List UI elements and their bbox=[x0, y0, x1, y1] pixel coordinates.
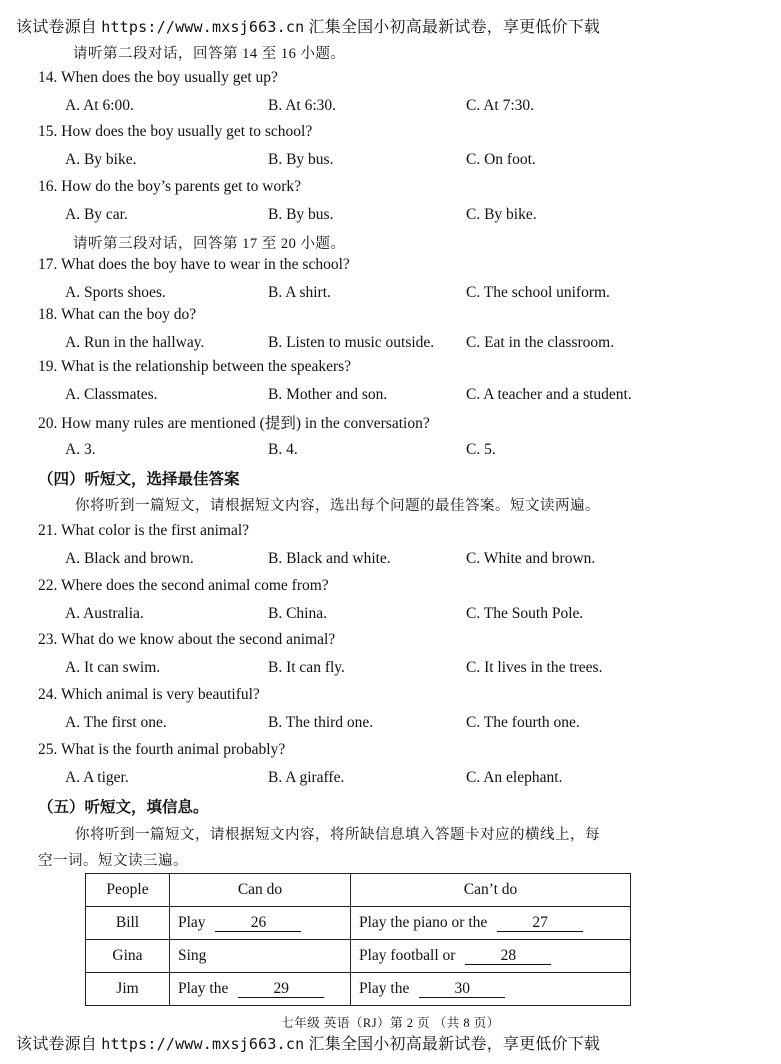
answer-blank-30[interactable]: 30 bbox=[419, 981, 505, 998]
header-cant-do: Can’t do bbox=[351, 874, 631, 907]
answer-blank-27[interactable]: 27 bbox=[497, 915, 583, 932]
section5-title: （五）听短文，填信息。 bbox=[38, 798, 209, 816]
question-16: 16. How do the boy’s parents get to work? bbox=[38, 178, 302, 195]
can-do-cell bbox=[170, 940, 351, 973]
table-row bbox=[86, 940, 631, 973]
section5-instruction-line1: 你将听到一篇短文，请根据短文内容，将所缺信息填入答题卡对应的横线上，每 bbox=[75, 827, 600, 843]
cant-do-cell bbox=[351, 940, 631, 973]
option-14a: A. At 6:00. bbox=[65, 97, 134, 114]
person-cell: Jim bbox=[86, 973, 170, 1006]
option-19a: A. Classmates. bbox=[65, 386, 158, 403]
option-24a: A. The first one. bbox=[65, 714, 167, 731]
question-19: 19. What is the relationship between the speakers? bbox=[38, 358, 352, 375]
option-19c: C. A teacher and a student. bbox=[466, 386, 632, 403]
option-22c: C. The South Pole. bbox=[466, 605, 584, 622]
option-20c: C. 5. bbox=[466, 441, 496, 458]
option-21c: C. White and brown. bbox=[466, 550, 596, 567]
person-cell: Gina bbox=[86, 940, 170, 973]
watermark-suffix: 汇集全国小初高最新试卷，享更低价下载 bbox=[308, 1036, 601, 1053]
can-do-text: Sing bbox=[178, 947, 207, 964]
option-17c: C. The school uniform. bbox=[466, 284, 610, 301]
cant-do-cell bbox=[351, 907, 631, 940]
option-21b: B. Black and white. bbox=[268, 550, 391, 567]
answer-blank-28[interactable]: 28 bbox=[465, 948, 551, 965]
option-25a: A. A tiger. bbox=[65, 769, 129, 786]
option-18c: C. Eat in the classroom. bbox=[466, 334, 615, 351]
can-do-cell bbox=[170, 907, 351, 940]
option-16c: C. By bike. bbox=[466, 206, 537, 223]
option-22a: A. Australia. bbox=[65, 605, 144, 622]
question-20: 20. How many rules are mentioned (提到) in the conversation? bbox=[38, 415, 430, 432]
can-do-text: Play the bbox=[178, 980, 229, 997]
question-23: 23. What do we know about the second animal? bbox=[38, 631, 336, 648]
watermark-url[interactable]: https://www.mxsj663.cn bbox=[101, 1035, 305, 1053]
bottom-watermark bbox=[16, 1031, 600, 1054]
option-23b: B. It can fly. bbox=[268, 659, 345, 676]
option-21a: A. Black and brown. bbox=[65, 550, 194, 567]
cant-do-text: Play football or bbox=[359, 947, 456, 964]
info-table bbox=[85, 873, 631, 1006]
option-15c: C. On foot. bbox=[466, 151, 536, 168]
section4-instruction: 你将听到一篇短文，请根据短文内容，选出每个问题的最佳答案。短文读两遍。 bbox=[75, 498, 600, 514]
question-15: 15. How does the boy usually get to school? bbox=[38, 123, 313, 140]
option-25c: C. An elephant. bbox=[466, 769, 563, 786]
cant-do-cell bbox=[351, 973, 631, 1006]
watermark-suffix: 汇集全国小初高最新试卷，享更低价下载 bbox=[308, 19, 601, 36]
question-24: 24. Which animal is very beautiful? bbox=[38, 686, 260, 703]
table-row bbox=[86, 907, 631, 940]
can-do-text: Play bbox=[178, 914, 206, 931]
option-16a: A. By car. bbox=[65, 206, 128, 223]
section4-title: （四）听短文，选择最佳答案 bbox=[38, 470, 240, 488]
header-can-do: Can do bbox=[170, 874, 351, 907]
option-24c: C. The fourth one. bbox=[466, 714, 580, 731]
watermark-url[interactable]: https://www.mxsj663.cn bbox=[101, 18, 305, 36]
question-18: 18. What can the boy do? bbox=[38, 306, 197, 323]
option-15a: A. By bike. bbox=[65, 151, 137, 168]
header-people: People bbox=[86, 874, 170, 907]
table-row bbox=[86, 973, 631, 1006]
page-footer: 七年级 英语（RJ）第 2 页 （共 8 页） bbox=[281, 1016, 500, 1030]
option-22b: B. China. bbox=[268, 605, 327, 622]
table-header-row bbox=[86, 874, 631, 907]
answer-blank-29[interactable]: 29 bbox=[238, 981, 324, 998]
question-25: 25. What is the fourth animal probably? bbox=[38, 741, 286, 758]
person-cell: Bill bbox=[86, 907, 170, 940]
answer-blank-26[interactable]: 26 bbox=[215, 915, 301, 932]
watermark-prefix: 该试卷源自 bbox=[16, 1036, 98, 1053]
cant-do-text: Play the piano or the bbox=[359, 914, 488, 931]
option-14b: B. At 6:30. bbox=[268, 97, 337, 114]
option-23c: C. It lives in the trees. bbox=[466, 659, 603, 676]
question-21: 21. What color is the first animal? bbox=[38, 522, 250, 539]
option-14c: C. At 7:30. bbox=[466, 97, 535, 114]
question-22: 22. Where does the second animal come from? bbox=[38, 577, 329, 594]
watermark-prefix: 该试卷源自 bbox=[16, 19, 98, 36]
option-24b: B. The third one. bbox=[268, 714, 374, 731]
cant-do-text: Play the bbox=[359, 980, 410, 997]
part2-instruction: 请听第二段对话，回答第 14 至 16 小题。 bbox=[73, 46, 346, 62]
top-watermark bbox=[16, 14, 600, 37]
option-16b: B. By bus. bbox=[268, 206, 334, 223]
option-17b: B. A shirt. bbox=[268, 284, 331, 301]
option-20b: B. 4. bbox=[268, 441, 298, 458]
option-20a: A. 3. bbox=[65, 441, 96, 458]
section5-instruction-line2: 空一词。短文读三遍。 bbox=[38, 853, 188, 869]
can-do-cell bbox=[170, 973, 351, 1006]
option-18a: A. Run in the hallway. bbox=[65, 334, 205, 351]
question-14: 14. When does the boy usually get up? bbox=[38, 69, 278, 86]
part3-instruction: 请听第三段对话，回答第 17 至 20 小题。 bbox=[73, 236, 346, 252]
option-19b: B. Mother and son. bbox=[268, 386, 388, 403]
option-25b: B. A giraffe. bbox=[268, 769, 345, 786]
option-23a: A. It can swim. bbox=[65, 659, 161, 676]
option-15b: B. By bus. bbox=[268, 151, 334, 168]
option-17a: A. Sports shoes. bbox=[65, 284, 166, 301]
question-17: 17. What does the boy have to wear in the school? bbox=[38, 256, 350, 273]
option-18b: B. Listen to music outside. bbox=[268, 334, 435, 351]
